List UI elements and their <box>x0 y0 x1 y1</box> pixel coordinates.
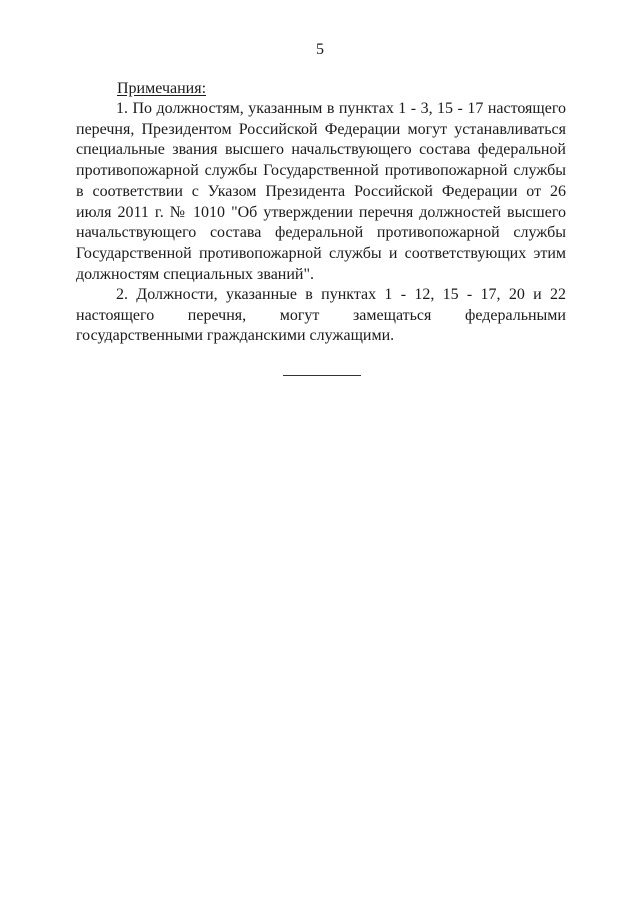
end-of-document-rule <box>283 375 361 376</box>
page-number: 5 <box>316 41 324 58</box>
note-paragraph-2: 2. Должности, указанные в пунктах 1 - 12, 15 - 17, 20 и 22 настоящего перечня, могут замещаться федеральными государственными гражданскими служащими. <box>76 286 566 345</box>
notes-heading: Примечания: <box>117 80 207 97</box>
note-paragraph-1: 1. По должностям, указанным в пунктах 1 - 3, 15 - 17 настоящего перечня, Президентом Российской Федерации могут устанавливаться специальные звания высшего начальствующего состава федеральной противопожарной службы Государственной противопожарной службы в соответствии с Указом Президента Российской Федерации от 26 июля 2011 г. № 1010 "Об утверждении перечня должностей высшего начальствующего состава федеральной противопожарной службы Государственной противопожарной службы и соответствующих этим должностям специальных званий". <box>76 100 566 283</box>
